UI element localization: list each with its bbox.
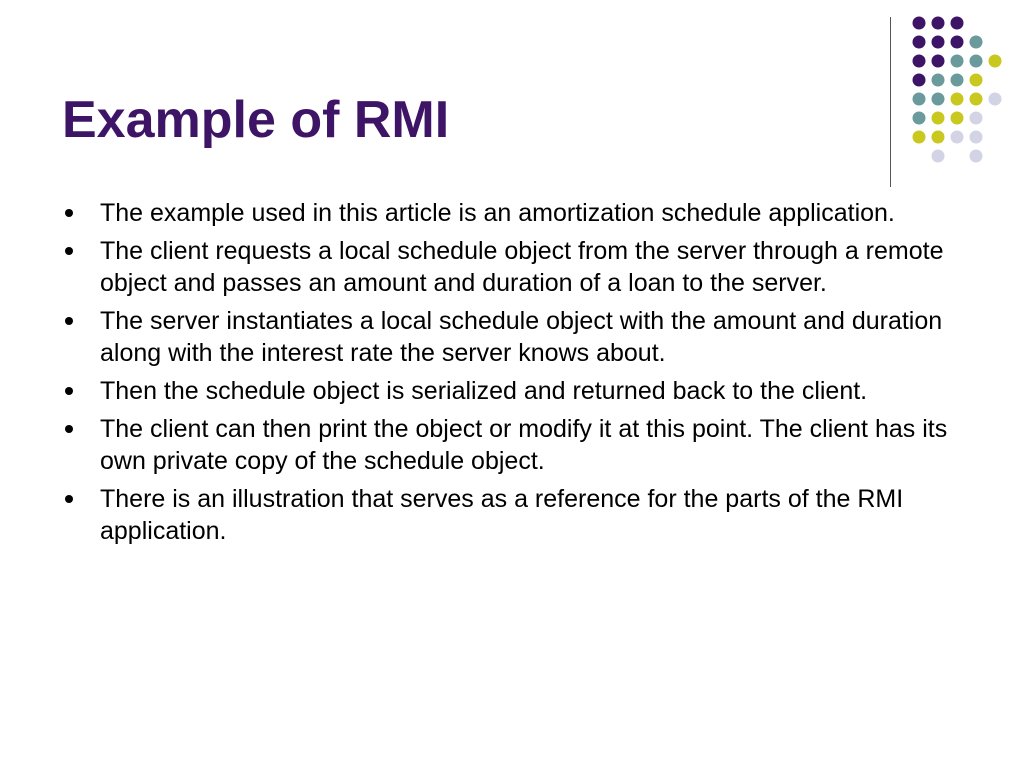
- bullet-dot-icon: [65, 425, 73, 433]
- bullet-item: [62, 375, 967, 407]
- bullet-dot-icon: [65, 247, 73, 255]
- bullet-text: The client can then print the object or modify it at this point. The client has its own private copy of the schedule object.: [100, 415, 948, 475]
- decorative-dot-icon: [932, 131, 945, 144]
- decorative-dot-icon: [932, 17, 945, 30]
- bullet-dot-icon: [65, 209, 73, 217]
- bullet-item: [62, 197, 967, 229]
- decorative-dot-icon: [932, 93, 945, 106]
- decorative-dot-icon: [989, 93, 1002, 106]
- bullet-list: [62, 197, 967, 553]
- decorative-dot-icon: [913, 112, 926, 125]
- decorative-dot-icon: [913, 55, 926, 68]
- decorative-dot-icon: [970, 55, 983, 68]
- bullet-dot-icon: [65, 317, 73, 325]
- decorative-dot-icon: [951, 93, 964, 106]
- decorative-dot-icon: [970, 93, 983, 106]
- decorative-dot-icon: [970, 36, 983, 49]
- bullet-item: [62, 305, 967, 369]
- decorative-dot-icon: [951, 17, 964, 30]
- decorative-dot-icon: [970, 112, 983, 125]
- decorative-dot-icon: [913, 93, 926, 106]
- slide-title: Example of RMI: [62, 91, 450, 149]
- bullet-item: [62, 235, 967, 299]
- bullet-dot-icon: [65, 495, 73, 503]
- decorative-dot-icon: [951, 112, 964, 125]
- bullet-dot-icon: [65, 387, 73, 395]
- decorative-dot-icon: [951, 55, 964, 68]
- decorative-dot-icon: [932, 74, 945, 87]
- decorative-dot-icon: [932, 36, 945, 49]
- bullet-text: Then the schedule object is serialized and returned back to the client.: [100, 377, 868, 405]
- decorative-dot-icon: [951, 131, 964, 144]
- decorative-dot-icon: [932, 55, 945, 68]
- bullet-text: There is an illustration that serves as a reference for the parts of the RMI application.: [100, 485, 904, 545]
- decorative-dot-icon: [932, 112, 945, 125]
- decorative-dot-icon: [970, 150, 983, 163]
- decorative-dot-icon: [913, 36, 926, 49]
- bullet-text: The client requests a local schedule object from the server through a remote object and passes an amount and duration of a loan to the server.: [100, 237, 944, 297]
- decorative-dot-icon: [932, 150, 945, 163]
- decorative-dot-icon: [970, 74, 983, 87]
- decorative-dot-icon: [970, 131, 983, 144]
- decorative-dot-icon: [913, 131, 926, 144]
- bullet-text: The server instantiates a local schedule object with the amount and duration along with the interest rate the server knows about.: [100, 307, 943, 367]
- bullet-item: [62, 483, 967, 547]
- title-divider-line: [890, 17, 891, 187]
- decorative-dot-icon: [951, 74, 964, 87]
- decorative-dot-icon: [913, 17, 926, 30]
- bullet-text: The example used in this article is an amortization schedule application.: [100, 199, 895, 227]
- bullet-item: [62, 413, 967, 477]
- decorative-dot-icon: [951, 36, 964, 49]
- decorative-dot-icon: [989, 55, 1002, 68]
- decorative-dot-icon: [913, 74, 926, 87]
